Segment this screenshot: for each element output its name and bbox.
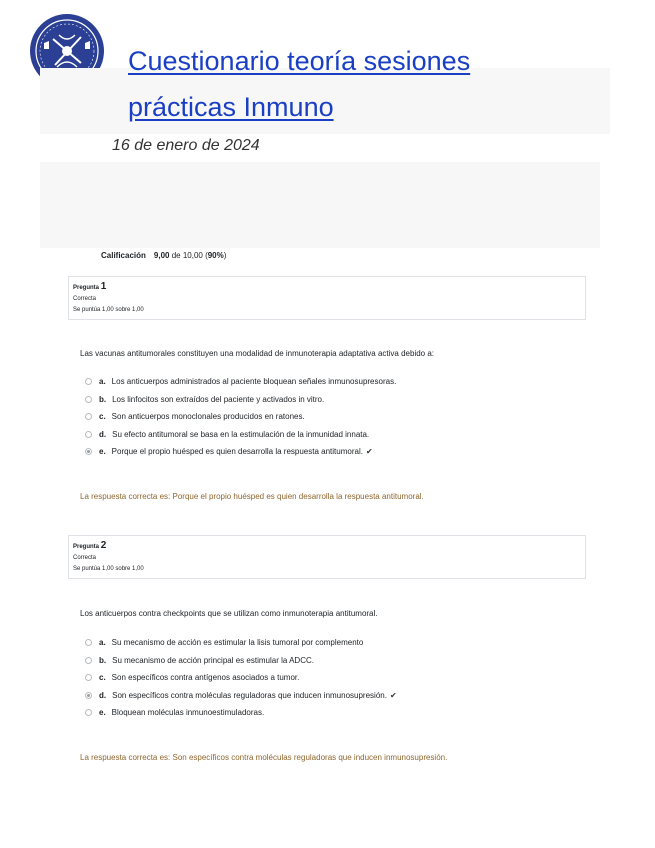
radio-button[interactable]	[85, 639, 92, 646]
grade-close: )	[223, 251, 227, 260]
answer-text: Bloquean moléculas inmunoestimuladoras.	[111, 708, 265, 718]
answer-letter: e.	[99, 708, 106, 718]
answer-text: Porque el propio huésped es quien desarrolla la respuesta antitumoral.	[111, 447, 363, 457]
answer-letter: a.	[99, 638, 106, 648]
answer-letter: d.	[99, 690, 107, 700]
question-mark: Se puntúa 1,00 sobre 1,00	[73, 566, 144, 572]
question-label: Pregunta	[73, 285, 100, 291]
radio-button[interactable]	[85, 674, 92, 681]
correct-check-icon: ✔	[389, 690, 397, 700]
answer-letter: b.	[99, 655, 107, 665]
answer-list	[85, 634, 397, 722]
question-info-box	[68, 276, 586, 320]
radio-button[interactable]	[85, 709, 92, 716]
answer-letter: e.	[99, 447, 106, 457]
radio-button[interactable]	[85, 396, 92, 403]
answer-option[interactable]	[85, 634, 397, 652]
correct-check-icon: ✔	[365, 447, 373, 457]
radio-button[interactable]	[85, 657, 92, 664]
question-number	[73, 281, 581, 294]
answer-option-selected[interactable]	[85, 443, 396, 461]
summary-panel	[40, 162, 600, 248]
answer-text: Su mecanismo de acción es estimular la lisis tumoral por complemento	[111, 638, 364, 648]
answer-text: Los linfocitos son extraídos del paciente y activados in vitro.	[112, 394, 325, 404]
page-title[interactable]: Cuestionario teoría sesiones prácticas Inmuno	[128, 46, 471, 122]
answer-option[interactable]	[85, 391, 396, 409]
question-state: Correcta	[73, 555, 97, 561]
question-number-value: 1	[100, 281, 107, 292]
answer-option[interactable]	[85, 408, 396, 426]
answer-letter: b.	[99, 394, 107, 404]
grade-label: Calificación	[101, 251, 146, 260]
answer-letter: c.	[99, 673, 106, 683]
answer-text: Los anticuerpos administrados al paciente bloquean señales inmunosupresoras.	[111, 377, 397, 387]
question-state: Correcta	[73, 296, 97, 302]
correct-answer-feedback: La respuesta correcta es: Porque el propio huésped es quien desarrolla la respuesta antitumoral.	[80, 492, 424, 501]
answer-option[interactable]	[85, 669, 397, 687]
answer-option-selected[interactable]	[85, 687, 397, 705]
question-number	[73, 540, 581, 553]
question-info-box	[68, 535, 586, 579]
grade-percent: 90%	[207, 251, 224, 260]
radio-button-selected[interactable]	[85, 692, 92, 699]
grade-score: 9,00	[153, 251, 170, 260]
quiz-date: 16 de enero de 2024	[112, 137, 260, 154]
answer-text: Su efecto antitumoral se basa en la estimulación de la inmunidad innata.	[112, 429, 370, 439]
correct-answer-feedback: La respuesta correcta es: Son específicos contra moléculas reguladoras que inducen inmunosupresión.	[80, 753, 448, 762]
grade-summary	[101, 251, 226, 260]
answer-letter: c.	[99, 412, 106, 422]
answer-letter: d.	[99, 429, 107, 439]
answer-text: Son específicos contra moléculas reguladoras que inducen inmunosupresión.	[112, 690, 387, 700]
answer-text: Son anticuerpos monoclonales producidos en ratones.	[111, 412, 305, 422]
answer-option[interactable]	[85, 373, 396, 391]
answer-option[interactable]	[85, 652, 397, 670]
answer-option[interactable]	[85, 704, 397, 722]
radio-button-selected[interactable]	[85, 448, 92, 455]
answer-letter: a.	[99, 377, 106, 387]
question-label: Pregunta	[73, 544, 100, 550]
answer-option[interactable]	[85, 426, 396, 444]
radio-button[interactable]	[85, 378, 92, 385]
answer-text: Su mecanismo de acción principal es estimular la ADCC.	[112, 655, 314, 665]
grade-of-text: de 10,00 (	[169, 251, 208, 260]
radio-button[interactable]	[85, 413, 92, 420]
question-number-value: 2	[100, 540, 107, 551]
question-text: Los anticuerpos contra checkpoints que se utilizan como inmunoterapia antitumoral.	[80, 609, 378, 618]
answer-list	[85, 373, 396, 461]
answer-text: Son específicos contra antígenos asociados a tumor.	[111, 673, 300, 683]
radio-button[interactable]	[85, 431, 92, 438]
question-text: Las vacunas antitumorales constituyen una modalidad de inmunoterapia adaptativa activa debido a:	[80, 349, 435, 358]
question-mark: Se puntúa 1,00 sobre 1,00	[73, 307, 144, 313]
